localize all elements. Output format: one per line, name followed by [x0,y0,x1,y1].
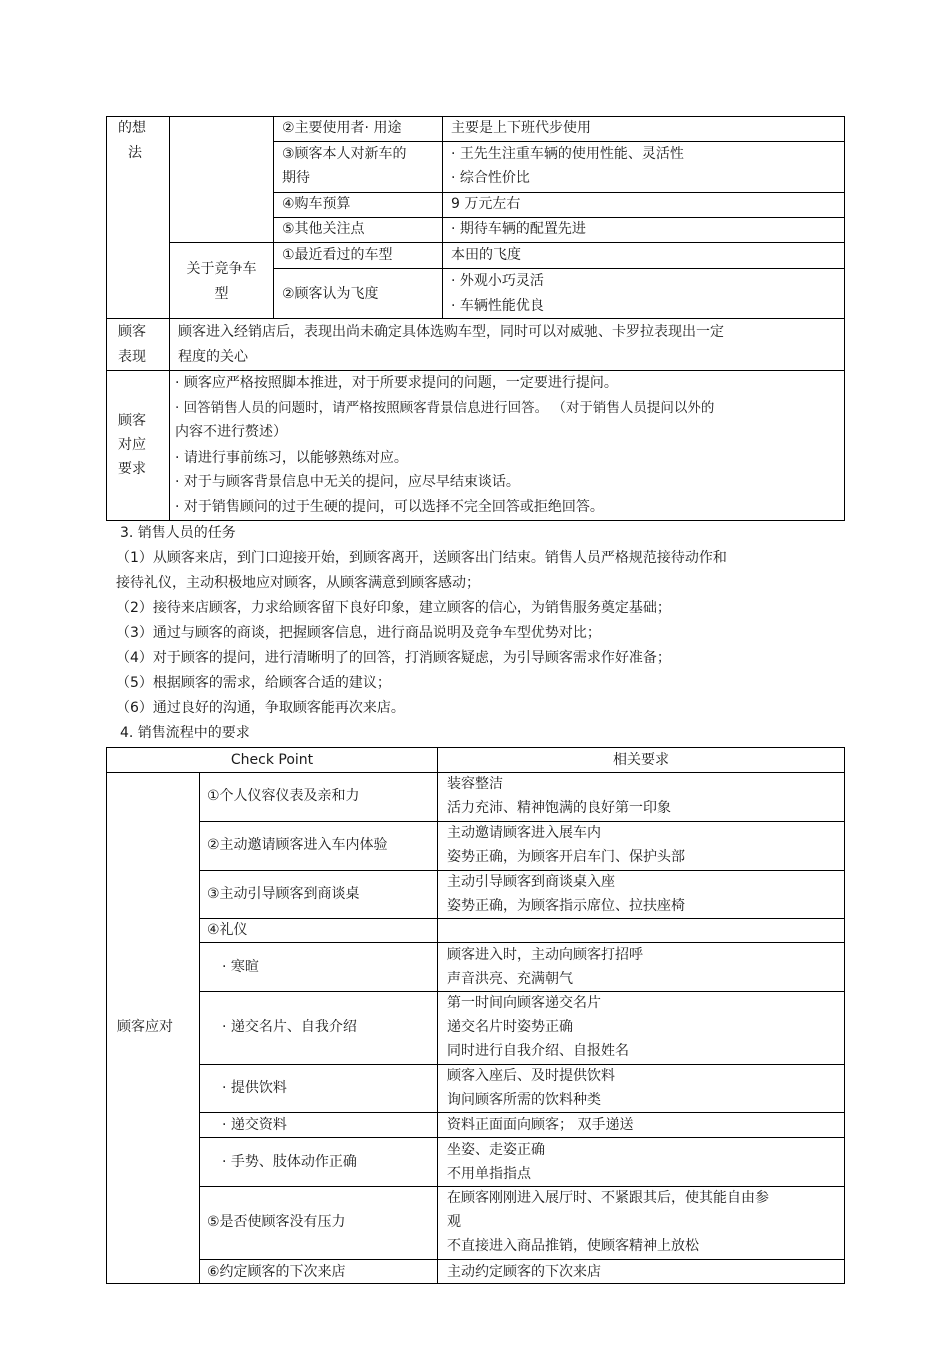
checkpoint-cell: ⑤是否使顾客没有压力 [207,1214,346,1230]
task-item: （3）通过与顾客的商谈，把握顾客信息，进行商品说明及竞争车型优势对比； [116,625,601,641]
task-item: （4）对于顾客的提问，进行清晰明了的回答，打消顾客疑虑，为引导顾客需求作好准备； [116,650,671,666]
requirement-cell: 装容整洁 [447,776,503,792]
group-label: 顾客应对 [117,1019,173,1035]
requirement-cell: 姿势正确，为顾客指示席位、拉扶座椅 [447,898,685,914]
task-item: （2）接待来店顾客，力求给顾客留下良好印象，建立顾客的信心，为销售服务奠定基础； [116,600,671,616]
question-cell: ③顾客本人对新车的 [282,146,407,162]
requirement-cell: 坐姿、走姿正确 [447,1142,545,1158]
section-heading: 3. 销售人员的任务 [120,525,236,541]
task-item: （6）通过良好的沟通，争取顾客能再次来店。 [116,700,405,716]
checkpoint-cell: · 提供饮料 [222,1080,287,1096]
requirement-item: · 对于与顾客背景信息中无关的提问，应尽早结束谈话。 [175,474,520,490]
requirement-cell: 顾客入座后、及时提供饮料 [447,1068,615,1084]
task-item: （5）根据顾客的需求，给顾客合适的建议； [116,675,391,691]
question-cell: ②主要使用者· 用途 [282,120,402,136]
answer-cell-cont: · 车辆性能优良 [451,298,544,314]
requirements-label-2: 对应 [118,437,146,453]
requirement-cell: 主动约定顾客的下次来店 [447,1264,601,1280]
row-label-thoughts-2: 法 [128,145,142,161]
answer-cell-cont: · 综合性价比 [451,170,530,186]
requirement-cell: 观 [447,1214,461,1230]
answer-cell: · 期待车辆的配置先进 [451,221,586,237]
requirements-label-3: 要求 [118,461,146,477]
checkpoint-cell: ⑥约定顾客的下次来店 [207,1264,346,1280]
question-cell: ⑤其他关注点 [282,221,365,237]
checkpoint-cell: ④礼仪 [207,922,248,938]
section-heading: 4. 销售流程中的要求 [120,725,250,741]
requirement-cell: 第一时间向顾客递交名片 [447,995,601,1011]
answer-cell: · 外观小巧灵活 [451,273,544,289]
header-checkpoint: Check Point [230,752,314,768]
requirement-item: · 对于销售顾问的过于生硬的提问，可以选择不完全回答或拒绝回答。 [175,499,604,515]
requirement-cell: 姿势正确，为顾客开启车门、保护头部 [447,849,685,865]
requirement-cell: 同时进行自我介绍、自报姓名 [447,1043,629,1059]
requirement-cell: 活力充沛、精神饱满的良好第一印象 [447,800,671,816]
answer-cell: 主要是上下班代步使用 [451,120,591,136]
performance-label-2: 表现 [118,349,146,365]
requirement-cell: 不直接进入商品推销，使顾客精神上放松 [447,1238,699,1254]
requirement-cell: 主动邀请顾客进入展车内 [447,825,601,841]
answer-cell: 9 万元左右 [451,196,521,212]
requirement-cell: 顾客进入时，主动向顾客打招呼 [447,947,643,963]
answer-cell: 本田的飞度 [451,247,521,263]
question-cell: ②顾客认为飞度 [282,286,379,302]
question-cell: ④购车预算 [282,196,351,212]
header-requirements: 相关要求 [613,752,669,768]
requirement-item: · 回答销售人员的问题时，请严格按照顾客背景信息进行回答。 （对于销售人员提问以外的 [175,400,715,416]
question-cell: ①最近看过的车型 [282,247,393,263]
checkpoint-cell: ②主动邀请顾客进入车内体验 [207,837,388,853]
checkpoint-cell: · 寒暄 [222,959,259,975]
checkpoint-cell: ①个人仪容仪表及亲和力 [207,788,360,804]
requirement-cell: 主动引导顾客到商谈桌入座 [447,874,615,890]
performance-label: 顾客 [118,324,146,340]
requirement-cell: 递交名片时姿势正确 [447,1019,573,1035]
row-label-thoughts: 的想 [118,120,146,136]
competitor-label: 关于竞争车 [186,261,257,277]
answer-cell: · 王先生注重车辆的使用性能、灵活性 [451,146,684,162]
checkpoint-cell: · 递交资料 [222,1117,287,1133]
requirement-item: · 顾客应严格按照脚本推进，对于所要求提问的问题，一定要进行提问。 [175,375,618,391]
performance-text: 顾客进入经销店后，表现出尚未确定具体选购车型，同时可以对威驰、卡罗拉表现出一定 [178,324,724,340]
requirement-item: · 请进行事前练习，以能够熟练对应。 [175,450,408,466]
requirement-cell: 询问顾客所需的饮料种类 [447,1092,601,1108]
requirement-item: 内容不进行赘述） [175,424,287,440]
requirement-cell: 不用单指指点 [447,1166,531,1182]
checkpoint-cell: ③主动引导顾客到商谈桌 [207,886,360,902]
requirement-cell: 在顾客刚刚进入展厅时、不紧跟其后，使其能自由参 [447,1190,769,1206]
checkpoint-cell: · 递交名片、自我介绍 [222,1019,357,1035]
competitor-label-2: 型 [214,286,229,302]
requirements-label: 顾客 [118,413,146,429]
requirement-cell: 资料正面面向顾客； 双手递送 [447,1117,634,1133]
requirement-cell: 声音洪亮、充满朝气 [447,971,573,987]
task-item: 接待礼仪，主动积极地应对顾客，从顾客满意到顾客感动； [116,575,480,591]
checkpoint-cell: · 手势、肢体动作正确 [222,1154,357,1170]
performance-text-cont: 程度的关心 [178,349,248,365]
question-cell-cont: 期待 [282,170,310,186]
task-item: （1）从顾客来店，到门口迎接开始，到顾客离开，送顾客出门结束。销售人员严格规范接待动作和 [116,550,727,566]
